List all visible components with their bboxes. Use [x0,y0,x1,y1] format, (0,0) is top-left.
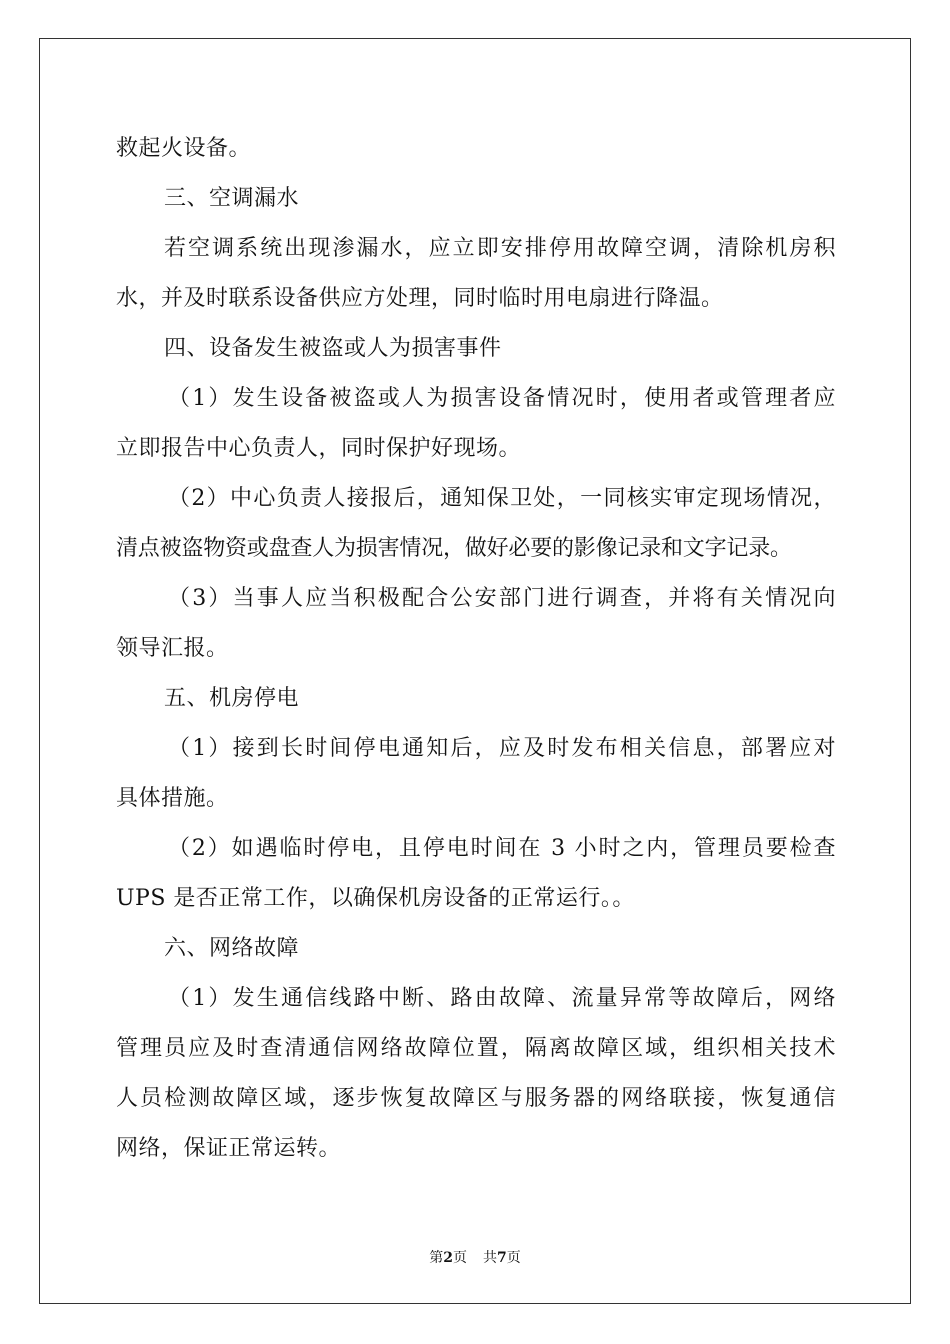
footer-page-suffix: 页 [453,1250,467,1266]
paragraph-line: 水，并及时联系设备供应方处理，同时临时用电扇进行降温。 [116,286,724,311]
paragraph-line: （1）发生通信线路中断、路由故障、流量异常等故障后，网络 [168,986,836,1011]
footer-total-prefix: 共 [483,1250,497,1266]
paragraph-line: 人员检测故障区域，逐步恢复故障区与服务器的网络联接，恢复通信 [116,1086,836,1111]
paragraph-line: （2）中心负责人接报后，通知保卫处，一同核实审定现场情况， [168,486,836,511]
paragraph-line: （1）接到长时间停电通知后，应及时发布相关信息，部署应对 [168,736,836,761]
paragraph-line: 若空调系统出现渗漏水，应立即安排停用故障空调，清除机房积 [164,236,836,261]
paragraph-line: （2）如遇临时停电，且停电时间在 3 小时之内，管理员要检查 [168,836,836,861]
paragraph-line: 网络，保证正常运转。 [116,1136,342,1161]
section-heading-network-failure: 六、网络故障 [164,936,300,961]
paragraph-line: 管理员应及时查清通信网络故障位置，隔离故障区域，组织相关技术 [116,1036,836,1061]
footer-total-suffix: 页 [506,1250,521,1266]
section-heading-air-conditioning-leak: 三、空调漏水 [164,186,300,211]
paragraph-line: （1）发生设备被盗或人为损害设备情况时，使用者或管理者应 [168,386,836,411]
footer-total-pages: 7 [497,1250,507,1266]
footer-page-prefix: 第 [429,1250,444,1266]
paragraph-line: 立即报告中心负责人，同时保护好现场。 [116,436,522,461]
paragraph-line: （3）当事人应当积极配合公安部门进行调查，并将有关情况向 [168,586,836,611]
footer-page-number: 2 [443,1250,453,1266]
paragraph-line: 领导汇报。 [116,636,229,661]
paragraph-line: 救起火设备。 [116,136,252,161]
section-heading-power-outage: 五、机房停电 [164,686,300,711]
paragraph-line: 具体措施。 [116,786,229,811]
section-heading-equipment-theft: 四、设备发生被盗或人为损害事件 [164,336,502,361]
paragraph-line: 清点被盗物资或盘查人为损害情况，做好必要的影像记录和文字记录。 [116,536,792,561]
paragraph-line: UPS 是否正常工作，以确保机房设备的正常运行。。 [116,886,635,911]
document-body [116,124,836,1174]
page-footer [0,1247,950,1267]
